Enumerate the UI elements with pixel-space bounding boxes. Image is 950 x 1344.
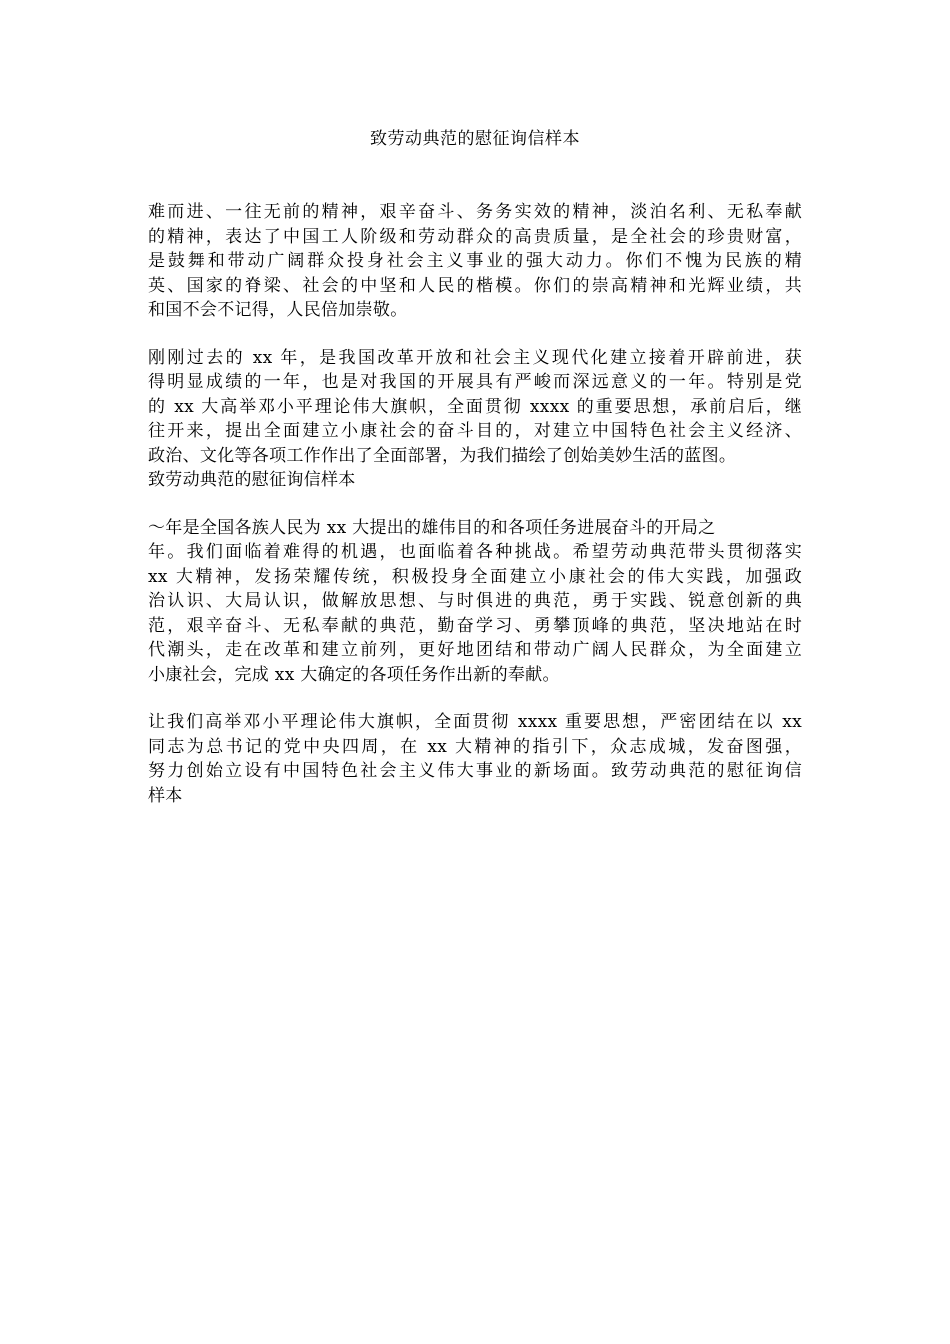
paragraph-2 [148,346,802,493]
text-line: 年。我们面临着难得的机遇，也面临着各种挑战。希望劳动典范带头贯彻落实 [148,542,802,562]
paragraph-3 [148,516,802,688]
text-line: 刚刚过去的 xx 年，是我国改革开放和社会主义现代化建立接着开辟前进，获 [148,347,802,368]
text-line: 治认识、大局认识，做解放思想、与时俱进的典范，勇于实践、锐意创新的典 [148,591,802,611]
text-line: ～年是全国各族人民为 xx 大提出的雄伟目的和各项任务进展奋斗的开局之 [148,517,716,538]
text-line: 政治、文化等各项工作作出了全面部署，为我们描绘了创始美妙生活的蓝图。 [148,445,737,466]
text-line: 和国不会不记得，人民倍加崇敬。 [148,300,408,320]
text-line: 得明显成绩的一年，也是对我国的开展具有严峻而深远意义的一年。特别是党 [148,372,802,392]
document-body [148,200,802,831]
paragraph-1 [148,200,802,323]
text-line: 同志为总书记的党中央四周，在 xx 大精神的指引下，众志成城，发奋图强， [148,736,802,757]
text-line: 的 xx 大高举邓小平理论伟大旗帜，全面贯彻 xxxx 的重要思想，承前启后，继 [148,396,802,417]
text-line: 样本 [148,785,183,806]
text-line: 范，艰辛奋斗、无私奉献的典范，勤奋学习、勇攀顶峰的典范，坚决地站在时 [148,615,802,636]
text-line: 努力创始立设有中国特色社会主义伟大事业的新场面。致劳动典范的慰征询信 [148,761,802,781]
text-line: 的精神，表达了中国工人阶级和劳动群众的高贵质量，是全社会的珍贵财富， [148,226,802,247]
text-line: 让我们高举邓小平理论伟大旗帜，全面贯彻 xxxx 重要思想，严密团结在以 xx [148,712,802,732]
text-line: 是鼓舞和带动广阔群众投身社会主义事业的强大动力。你们不愧为民族的精 [148,251,802,271]
document-title: 致劳动典范的慰征询信样本 [370,129,580,149]
text-line: xx 大精神，发扬荣耀传统，积极投身全面建立小康社会的伟大实践，加强政 [148,566,802,587]
text-line: 代潮头，走在改革和建立前列，更好地团结和带动广阔人民群众，为全面建立 [148,640,802,660]
text-line: 小康社会，完成 xx 大确定的各项任务作出新的奉献。 [148,664,560,685]
text-line: 往开来，提出全面建立小康社会的奋斗目的，对建立中国特色社会主义经济、 [148,421,802,441]
paragraph-4 [148,710,802,808]
text-line: 致劳动典范的慰征询信样本 [148,470,356,490]
text-line: 难而进、一往无前的精神，艰辛奋斗、务务实效的精神，淡泊名利、无私奉献 [148,202,802,222]
text-line: 英、国家的脊梁、社会的中坚和人民的楷模。你们的崇高精神和光辉业绩，共 [148,275,802,296]
